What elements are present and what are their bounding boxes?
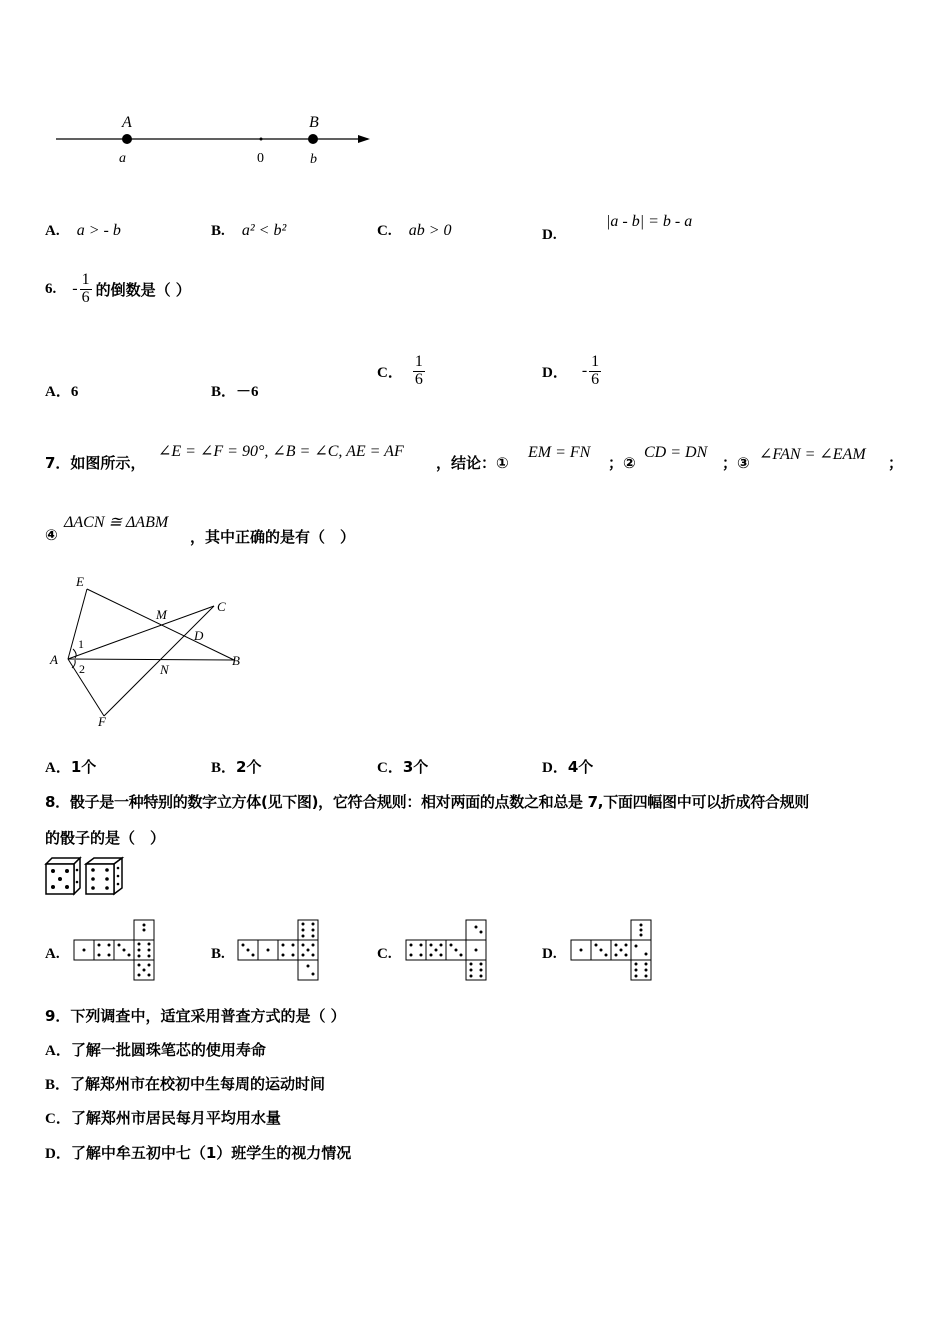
option-label: A． [45,1043,71,1059]
label-b: B [232,653,240,668]
minus-sign: - [581,362,588,380]
q5-option-d-label[interactable] [542,224,557,244]
segment-af [68,659,104,716]
die-left [46,858,80,894]
q7-option-b[interactable] [211,756,261,777]
option-label: C． [377,364,403,381]
q7-conclusion-label: ，结论：① [436,454,509,472]
segment-eb [87,589,234,660]
option-value: 6 [70,384,79,400]
label-1: 1 [78,637,84,651]
net-d [569,916,657,986]
option-value: 4个 [567,758,594,776]
q7-option-d[interactable] [542,756,593,777]
q7-option-a[interactable] [45,756,96,777]
segment-ac [68,606,214,659]
q7-tail: ，其中正确的是有（ ） [190,528,356,546]
q7-option-c[interactable] [377,756,428,777]
q7-conclusion-4: ΔACN ≅ ΔABM [64,514,169,531]
q9-stem: 9．下列调查中，适宜采用普查方式的是（ ） [45,1007,346,1025]
q5-option-a[interactable] [45,220,121,240]
q5-option-b[interactable] [211,220,286,240]
label-e: E [76,574,84,589]
label-n: N [160,662,169,677]
q7-conclusion-2: CD = DN [644,444,708,461]
option-value: 3个 [402,758,429,776]
q7-conclusion-3: ∠FAN = ∠EAM [759,446,866,463]
dice-illustration [44,856,126,896]
option-value: 了解郑州市居民每月平均用水量 [70,1109,281,1127]
q8-option-c[interactable]: C. [377,946,392,962]
q9-option-d[interactable] [45,1142,351,1163]
point-a-upper: A [122,114,132,131]
q8-option-d[interactable]: D. [542,946,557,962]
label-c: C [217,599,226,614]
q6-option-b[interactable] [211,380,259,401]
option-value: 了解郑州市在校初中生每周的运动时间 [70,1075,326,1093]
option-label: B． [45,1077,71,1093]
label-2: 2 [79,662,85,676]
q8-stem-line2: 的骰子的是（ ） [45,829,166,847]
q5-option-c[interactable] [377,220,451,240]
q8-option-a[interactable]: A. [45,946,60,962]
q6-option-d[interactable] [542,354,601,389]
question-text: 的倒数是（ ） [95,280,191,299]
q7-sep-3: ；③ [722,454,750,472]
option-math: a² < b² [241,222,287,239]
q9-option-c[interactable] [45,1107,281,1128]
label-a: A [50,652,58,667]
fraction: $\frac{1}{6}$ [414,353,423,388]
q7-sep-4: ； [888,454,904,472]
net-b [236,916,324,986]
option-label: A. [45,223,60,239]
option-label: B． [211,760,237,776]
origin-label: 0 [257,151,264,166]
net-a [72,916,160,986]
option-label: A． [45,384,71,400]
segment-fc [104,606,214,716]
q7-c4-label: ④ [45,526,58,544]
option-math: a > - b [76,222,121,239]
point-b-upper: B [309,114,319,131]
option-label: C． [45,1111,71,1127]
option-label: A． [45,760,71,776]
option-math: ab > 0 [408,222,452,239]
q7-given: ∠E = ∠F = 90°, ∠B = ∠C, AE = AF [158,443,404,460]
point-a-dot [122,134,132,144]
minus-sign: - [72,280,78,298]
label-d: D [194,628,204,643]
q7-prefix: 7．如图所示， [45,454,146,472]
q9-option-b[interactable] [45,1073,325,1094]
q6-stem [45,272,191,307]
q8-option-b[interactable]: B. [211,946,225,962]
fraction: $\frac{1}{6}$ [81,271,90,306]
option-label: D． [45,1146,71,1162]
q5-option-d-math: |a - b| = b - a [606,213,693,230]
q6-option-a[interactable] [45,380,78,401]
point-b-lower: b [310,152,317,167]
q7-sep-2: ；② [608,454,636,472]
q6-option-c[interactable] [377,354,425,389]
segment-ab [68,659,234,660]
option-value: 2个 [236,758,262,776]
option-value: 了解一批圆珠笔芯的使用寿命 [70,1041,266,1059]
option-label: D. [542,227,557,243]
label-f: F [98,714,106,729]
label-m: M [156,607,167,622]
number-line-figure [50,108,380,178]
q7-geometry-figure [44,568,254,733]
origin-dot [260,138,263,141]
option-value: 了解中牟五初中七（1）班学生的视力情况 [70,1144,352,1162]
option-label: C． [377,760,403,776]
number-line-arrow [358,135,370,143]
option-label: D． [542,364,568,381]
q8-stem-line1: 8．骰子是一种特别的数字立方体(见下图)，它符合规则：相对两面的点数之和总是 7,下面四幅图中可以折成符合规则 [45,793,810,811]
option-label: C. [377,223,392,239]
option-value: 1个 [70,758,97,776]
point-a-lower: a [119,151,126,166]
option-label: B. [211,223,225,239]
point-b-dot [308,134,318,144]
option-value: －6 [236,384,259,400]
option-label: B． [211,384,237,400]
q7-conclusion-1: EM = FN [528,444,591,461]
option-label: D． [542,760,568,776]
q9-option-a[interactable] [45,1039,266,1060]
question-number: 6. [45,280,57,297]
fraction: $\frac{1}{6}$ [591,353,600,388]
net-c [404,916,492,986]
